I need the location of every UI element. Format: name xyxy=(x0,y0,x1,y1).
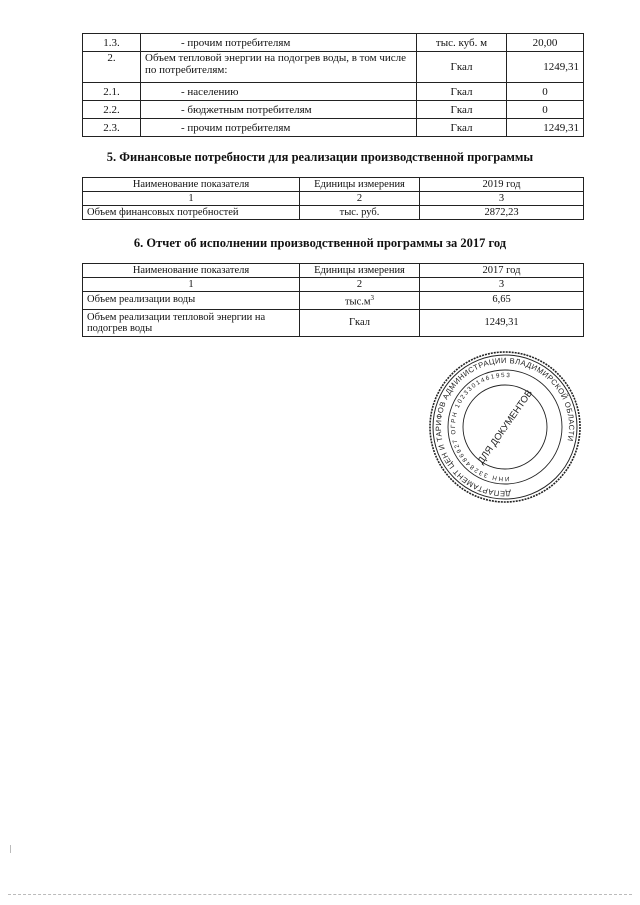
row-name: Объем реализации тепловой энергии на подогрев воды xyxy=(83,309,300,336)
margin-mark xyxy=(10,845,11,853)
row-value: 2872,23 xyxy=(420,206,584,220)
column-header: 2019 год xyxy=(420,178,584,192)
row-name: Объем финансовых потребностей xyxy=(83,206,300,220)
row-unit xyxy=(300,292,420,310)
row-name: - населению xyxy=(141,83,417,101)
row-number: 2.2. xyxy=(83,101,141,119)
seal-center-text: ДЛЯ ДОКУМЕНТОВ xyxy=(475,388,536,467)
financial-needs-table xyxy=(82,177,584,220)
column-number: 3 xyxy=(420,278,584,292)
official-seal xyxy=(427,349,583,505)
row-value: 1249,31 xyxy=(507,52,584,83)
table-row xyxy=(83,292,584,310)
seal-outer-text: ДЕПАРТАМЕНТ ЦЕН И ТАРИФОВ АДМИНИСТРАЦИИ ВЛАДИМИРСКОЙ ОБЛАСТИ xyxy=(433,355,577,499)
column-header: 2017 год xyxy=(420,264,584,278)
row-number: 2.3. xyxy=(83,119,141,137)
table-header-row xyxy=(83,178,584,192)
column-number: 3 xyxy=(420,192,584,206)
table-header-row xyxy=(83,264,584,278)
row-unit: Гкал xyxy=(417,52,507,83)
table-row xyxy=(83,83,584,101)
column-number: 1 xyxy=(83,278,300,292)
table-row xyxy=(83,309,584,336)
seal-inner-text: ИНН 3328486927 ОГРН 1023301461953 xyxy=(449,371,512,483)
section-6-heading: 6. Отчет об исполнении производственной программы за 2017 год xyxy=(133,236,507,250)
column-number: 2 xyxy=(300,278,420,292)
row-name: Объем реализации воды xyxy=(83,292,300,310)
row-name: - прочим потребителям xyxy=(141,34,417,52)
page-bottom-edge xyxy=(8,894,632,895)
row-value: 1249,31 xyxy=(420,309,584,336)
row-value: 0 xyxy=(507,83,584,101)
column-number-row xyxy=(83,192,584,206)
column-number: 2 xyxy=(300,192,420,206)
row-unit: тыс. руб. xyxy=(300,206,420,220)
column-header: Единицы измерения xyxy=(300,178,420,192)
column-header: Единицы измерения xyxy=(300,264,420,278)
row-unit: Гкал xyxy=(417,83,507,101)
table-row xyxy=(83,206,584,220)
unit-superscript: 3 xyxy=(370,294,375,302)
program-report-table xyxy=(82,263,584,337)
row-number: 1.3. xyxy=(83,34,141,52)
row-name: - бюджетным потребителям xyxy=(141,101,417,119)
row-unit: Гкал xyxy=(300,309,420,336)
row-unit: Гкал xyxy=(417,101,507,119)
production-table-continuation xyxy=(82,33,584,137)
table-row xyxy=(83,34,584,52)
column-header: Наименование показателя xyxy=(83,264,300,278)
row-value: 1249,31 xyxy=(507,119,584,137)
table-row xyxy=(83,101,584,119)
column-header: Наименование показателя xyxy=(83,178,300,192)
column-number: 1 xyxy=(83,192,300,206)
row-value: 20,00 xyxy=(507,34,584,52)
unit-text: тыс.м xyxy=(344,296,371,308)
row-unit: тыс. куб. м xyxy=(417,34,507,52)
row-value: 0 xyxy=(507,101,584,119)
table-row xyxy=(83,52,584,83)
column-number-row xyxy=(83,278,584,292)
row-name: Объем тепловой энергии на подогрев воды, в том числе по потребителям: xyxy=(141,52,417,83)
row-name: - прочим потребителям xyxy=(141,119,417,137)
row-unit: Гкал xyxy=(417,119,507,137)
table-row xyxy=(83,119,584,137)
row-number: 2. xyxy=(83,52,141,83)
row-number: 2.1. xyxy=(83,83,141,101)
section-5-heading: 5. Финансовые потребности для реализации производственной программы xyxy=(106,150,534,164)
row-value: 6,65 xyxy=(420,292,584,310)
